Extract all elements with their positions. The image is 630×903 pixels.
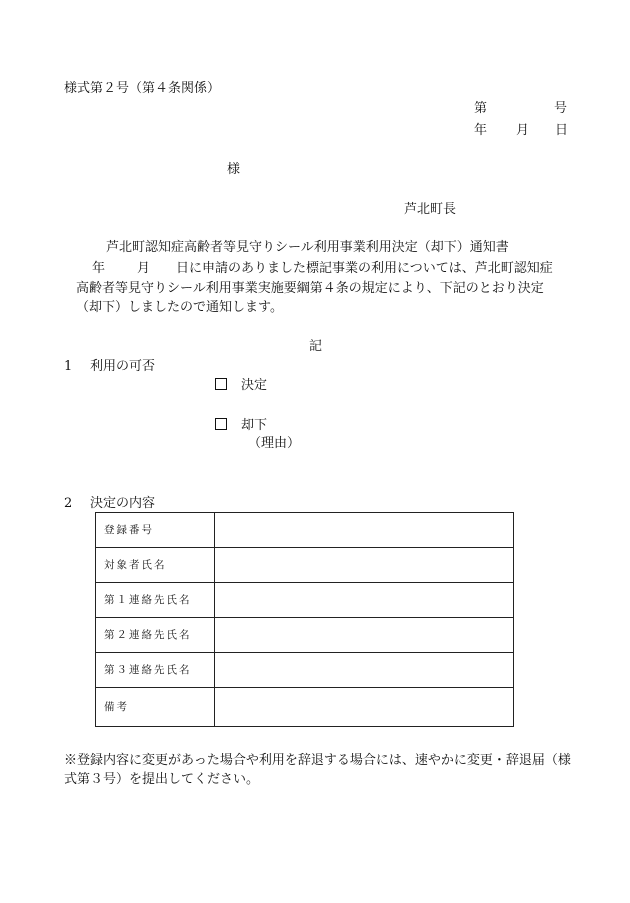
checkbox-icon[interactable]: [215, 418, 227, 430]
table-row: [96, 548, 514, 583]
registration-table: [95, 512, 514, 727]
table-row: [96, 653, 514, 688]
option-reject-label: 却下: [241, 418, 268, 433]
option-approve-label: 決定: [241, 378, 268, 393]
date-year-label: 年: [474, 123, 488, 138]
row-value[interactable]: [215, 583, 514, 618]
addressee-suffix: 様: [227, 162, 241, 177]
table-row: [96, 688, 514, 727]
doc-number-suffix: 号: [554, 101, 568, 116]
row-value[interactable]: [215, 548, 514, 583]
reason-label: （理由）: [248, 436, 301, 451]
body-line-3: （却下）しましたので通知します。: [76, 300, 283, 315]
doc-number-prefix: 第: [474, 101, 488, 116]
body-year-label: 年: [92, 261, 106, 276]
row-label: 登録番号: [96, 513, 215, 548]
document-title: 芦北町認知症高齢者等見守りシール利用事業利用決定（却下）通知書: [106, 240, 509, 255]
section-1-number: 1: [64, 359, 73, 374]
row-value[interactable]: [215, 513, 514, 548]
table-row: [96, 583, 514, 618]
ki-heading: 記: [309, 339, 323, 354]
row-label: 第２連絡先氏名: [96, 618, 215, 653]
body-line-1-rest: 日に申請のありました標記事業の利用については、芦北町認知症: [176, 261, 553, 276]
checkbox-icon[interactable]: [215, 378, 227, 390]
section-2-number: 2: [64, 496, 73, 511]
table-row: [96, 513, 514, 548]
date-day-label: 日: [555, 123, 569, 138]
form-number: 様式第２号（第４条関係）: [64, 81, 221, 96]
body-line-2: 高齢者等見守りシール利用事業実施要綱第４条の規定により、下記のとおり決定: [76, 281, 544, 296]
row-value[interactable]: [215, 653, 514, 688]
body-month-label: 月: [137, 261, 151, 276]
row-label: 備考: [96, 688, 215, 727]
body-line-1: [76, 262, 553, 275]
section-1-title: 利用の可否: [90, 359, 156, 374]
sender-name: 芦北町長: [404, 202, 457, 217]
section-2-title: 決定の内容: [90, 496, 156, 511]
option-approve[interactable]: [215, 378, 267, 392]
section-2-heading: [64, 497, 155, 510]
row-label: 第１連絡先氏名: [96, 583, 215, 618]
table-row: [96, 618, 514, 653]
date-month-label: 月: [516, 123, 530, 138]
option-reject[interactable]: [215, 418, 267, 432]
row-label: 対象者氏名: [96, 548, 215, 583]
row-value[interactable]: [215, 688, 514, 727]
row-label: 第３連絡先氏名: [96, 653, 215, 688]
section-1-heading: [64, 360, 155, 373]
row-value[interactable]: [215, 618, 514, 653]
footnote: ※登録内容に変更があった場合や利用を辞退する場合には、速やかに変更・辞退届（様式第３号）を提出してください。: [64, 753, 571, 787]
